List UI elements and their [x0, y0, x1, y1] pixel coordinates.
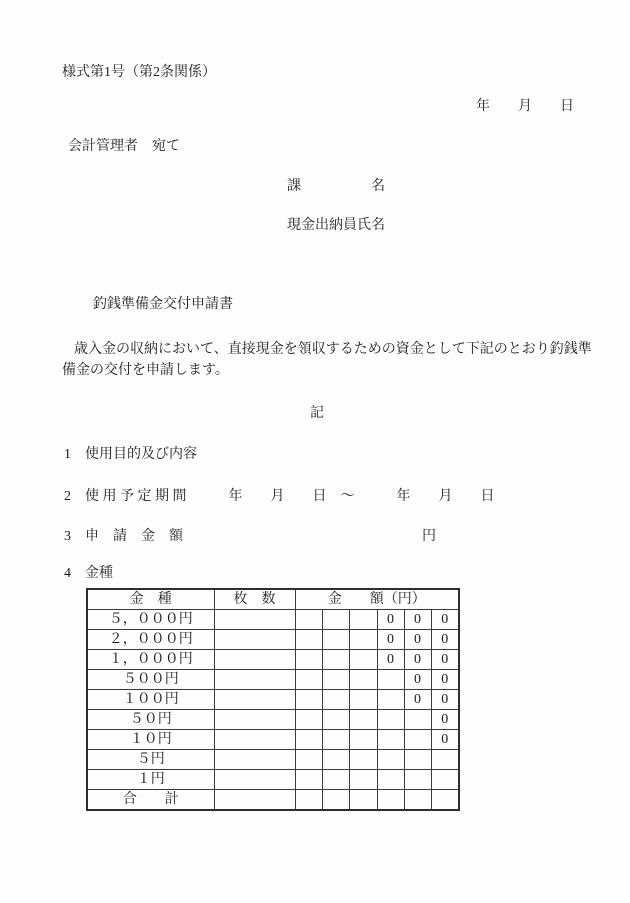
amount-digit — [322, 650, 349, 670]
amount-digit — [295, 610, 322, 630]
amount-digit: 0 — [404, 650, 431, 670]
item-2-usage-period: 2 使 用 予 定 期 間 年 月 日 ～ 年 月 日 — [64, 489, 495, 504]
amount-digit — [349, 770, 377, 790]
count-cell — [214, 750, 295, 770]
amount-digit — [322, 790, 349, 811]
denomination-500: ５００円 — [87, 670, 214, 690]
table-header-row — [87, 589, 459, 610]
table-row — [87, 630, 459, 650]
table-row — [87, 710, 459, 730]
amount-digit: 0 — [404, 610, 431, 630]
amount-digit: 0 — [431, 710, 459, 730]
amount-digit — [295, 690, 322, 710]
denomination-5: ５円 — [87, 750, 214, 770]
count-cell — [214, 630, 295, 650]
denomination-10: １０円 — [87, 730, 214, 750]
amount-digit — [349, 610, 377, 630]
amount-digit: 0 — [431, 670, 459, 690]
amount-digit — [322, 750, 349, 770]
amount-digit — [377, 790, 404, 811]
table-total-row — [87, 790, 459, 811]
amount-digit — [431, 750, 459, 770]
amount-digit: 0 — [431, 610, 459, 630]
denomination-table-wrap — [86, 588, 460, 811]
denomination-50: ５０円 — [87, 710, 214, 730]
amount-digit — [295, 770, 322, 790]
amount-digit — [349, 690, 377, 710]
denomination-2000: ２，０００円 — [87, 630, 214, 650]
amount-digit — [349, 710, 377, 730]
amount-digit — [404, 770, 431, 790]
item-4-denomination: 4 金種 — [64, 566, 113, 581]
yen-unit-label: 円 — [422, 529, 436, 544]
amount-digit — [349, 790, 377, 811]
amount-digit — [377, 710, 404, 730]
denomination-5000: ５，０００円 — [87, 610, 214, 630]
document-title: 釣銭準備金交付申請書 — [93, 297, 233, 312]
amount-digit — [295, 790, 322, 811]
amount-digit: 0 — [404, 630, 431, 650]
amount-digit: 0 — [431, 730, 459, 750]
amount-digit — [377, 670, 404, 690]
amount-digit — [349, 670, 377, 690]
item-1-usage-purpose: 1 使用目的及び内容 — [64, 447, 197, 462]
amount-digit — [349, 750, 377, 770]
cashier-name-line: 現金出納員氏名 — [287, 218, 385, 233]
amount-digit — [295, 750, 322, 770]
amount-digit — [431, 790, 459, 811]
count-cell — [214, 610, 295, 630]
count-cell — [214, 690, 295, 710]
denomination-1: １円 — [87, 770, 214, 790]
item-3-application-amount: 3 申 請 金 額 — [64, 529, 183, 544]
form-number: 様式第1号（第2条関係） — [62, 65, 216, 80]
header-count: 枚 数 — [214, 589, 295, 610]
count-cell — [214, 710, 295, 730]
amount-digit — [377, 690, 404, 710]
amount-digit — [322, 770, 349, 790]
amount-digit: 0 — [377, 650, 404, 670]
department-name-line: 課 名 — [287, 179, 385, 194]
amount-digit — [404, 750, 431, 770]
amount-digit — [377, 750, 404, 770]
denomination-100: １００円 — [87, 690, 214, 710]
amount-digit: 0 — [404, 670, 431, 690]
amount-digit — [404, 710, 431, 730]
amount-digit: 0 — [431, 630, 459, 650]
amount-digit — [322, 610, 349, 630]
amount-digit — [322, 710, 349, 730]
count-cell — [214, 770, 295, 790]
amount-digit — [295, 730, 322, 750]
amount-digit — [295, 650, 322, 670]
amount-digit — [322, 630, 349, 650]
amount-digit — [322, 670, 349, 690]
count-cell — [214, 670, 295, 690]
table-row — [87, 650, 459, 670]
total-label: 合 計 — [87, 790, 214, 811]
table-row — [87, 770, 459, 790]
table-row — [87, 670, 459, 690]
record-marker: 記 — [310, 406, 324, 421]
amount-digit — [349, 630, 377, 650]
body-paragraph-line2: 備金の交付を申請します。 — [62, 363, 229, 378]
count-cell — [214, 730, 295, 750]
table-row — [87, 690, 459, 710]
addressee-line: 会計管理者 宛て — [68, 139, 180, 154]
table-row — [87, 610, 459, 630]
body-paragraph-line1: 歳入金の収納において、直接現金を領収するための資金として下記のとおり釣銭準 — [74, 342, 592, 357]
amount-digit — [377, 730, 404, 750]
amount-digit — [295, 630, 322, 650]
amount-digit — [322, 690, 349, 710]
body-paragraph — [62, 339, 592, 381]
date-line: 年 月 日 — [476, 99, 574, 114]
amount-digit — [404, 730, 431, 750]
header-denomination: 金 種 — [87, 589, 214, 610]
count-cell — [214, 790, 295, 811]
amount-digit — [295, 710, 322, 730]
amount-digit — [295, 670, 322, 690]
amount-digit: 0 — [431, 650, 459, 670]
amount-digit — [322, 730, 349, 750]
amount-digit — [349, 730, 377, 750]
amount-digit: 0 — [377, 630, 404, 650]
amount-digit: 0 — [377, 610, 404, 630]
denomination-1000: １，０００円 — [87, 650, 214, 670]
denomination-table — [86, 588, 460, 811]
amount-digit: 0 — [404, 690, 431, 710]
amount-digit — [404, 790, 431, 811]
table-row — [87, 730, 459, 750]
amount-digit: 0 — [431, 690, 459, 710]
amount-digit — [377, 770, 404, 790]
header-amount: 金 額（円） — [295, 589, 459, 610]
count-cell — [214, 650, 295, 670]
table-row — [87, 750, 459, 770]
amount-digit — [431, 770, 459, 790]
amount-digit — [349, 650, 377, 670]
